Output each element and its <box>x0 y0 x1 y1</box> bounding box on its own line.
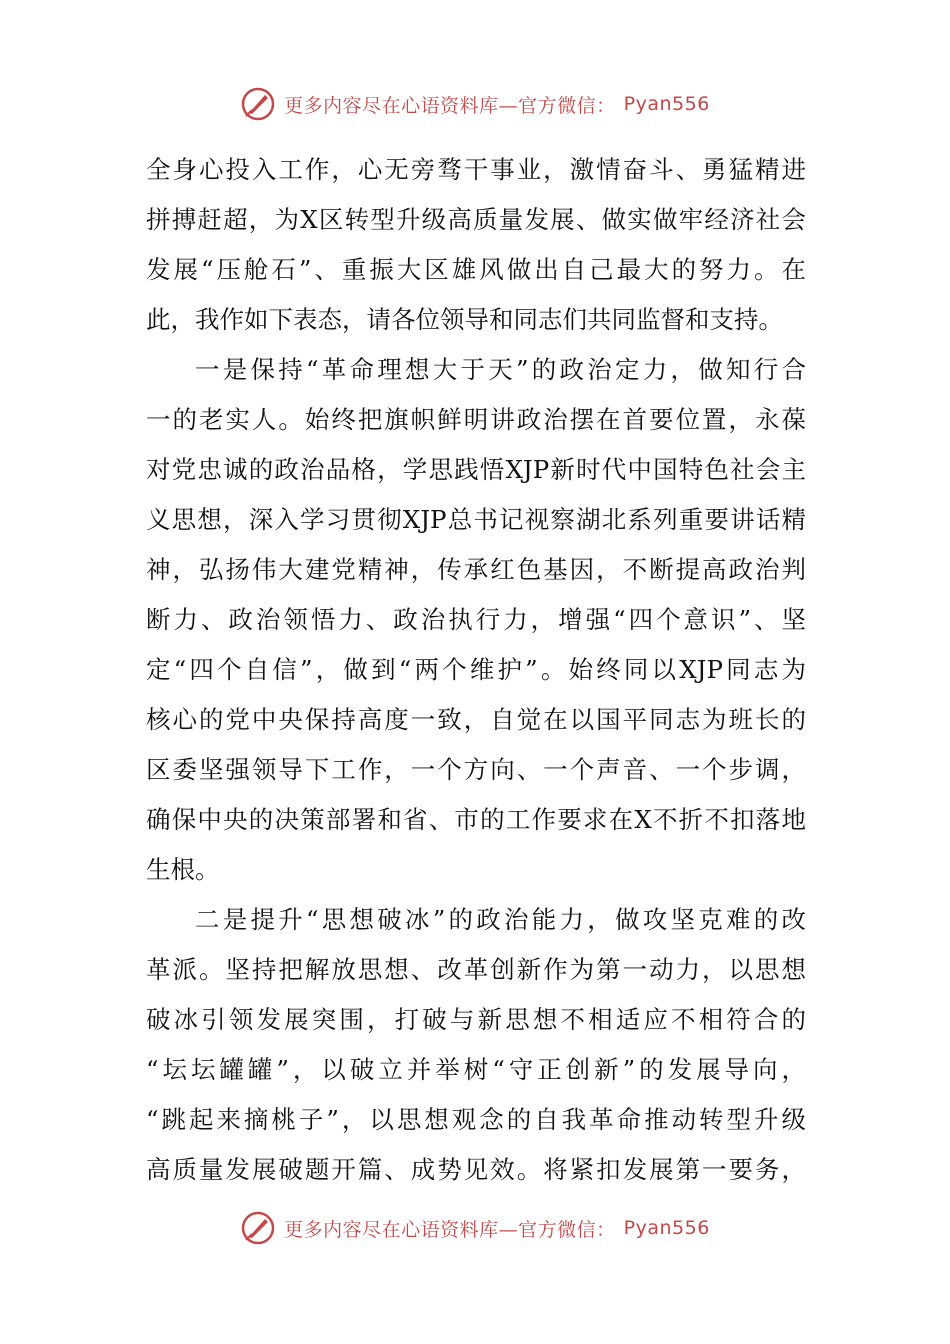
footer-watermark <box>0 1210 950 1246</box>
text-line: 一是保持“革命理想大于天”的政治定力，做知行合 <box>195 355 806 384</box>
text-line: 二是提升“思想破冰”的政治能力，做攻坚克难的改 <box>195 905 806 934</box>
text-line: 断力、政治领悟力、政治执行力，增强“四个意识”、坚 <box>146 605 806 634</box>
watermark-text: 更多内容尽在心语资料库—官方微信： <box>284 1218 616 1241</box>
text-line: “坛坛罐罐”，以破立并举树“守正创新”的发展导向， <box>146 1055 806 1084</box>
header-watermark <box>0 86 950 122</box>
watermark-text: 更多内容尽在心语资料库—官方微信： <box>284 94 616 117</box>
text-line: “跳起来摘桃子”，以思想观念的自我革命推动转型升级 <box>146 1105 806 1134</box>
text-line: 拼搏赶超，为X区转型升级高质量发展、做实做牢经济社会 <box>146 205 806 234</box>
text-line: 生根。 <box>146 855 220 884</box>
text-line: 此，我作如下表态，请各位领导和同志们共同监督和支持。 <box>146 305 783 334</box>
text-line: 神，弘扬伟大建党精神，传承红色基因，不断提高政治判 <box>146 555 806 584</box>
text-line: 破冰引领发展突围，打破与新思想不相适应不相符合的 <box>146 1005 806 1034</box>
quill-logo-icon <box>240 1210 276 1246</box>
text-line: 全身心投入工作，心无旁骛干事业，激情奋斗、勇猛精进 <box>146 155 806 184</box>
text-line: 高质量发展破题开篇、成势见效。将紧扣发展第一要务， <box>146 1155 806 1184</box>
text-line: 定“四个自信”，做到“两个维护”。始终同以XJP同志为 <box>146 655 806 684</box>
watermark-wechat-id: Pyan556 <box>623 1217 710 1239</box>
text-line: 区委坚强领导下工作，一个方向、一个声音、一个步调， <box>146 755 806 784</box>
document-body <box>146 150 806 1200</box>
text-line: 义思想，深入学习贯彻XJP总书记视察湖北系列重要讲话精 <box>146 505 806 534</box>
text-line: 发展“压舱石”、重振大区雄风做出自己最大的努力。在 <box>146 255 806 284</box>
text-line: 革派。坚持把解放思想、改革创新作为第一动力，以思想 <box>146 955 806 984</box>
text-line: 确保中央的决策部署和省、市的工作要求在X不折不扣落地 <box>146 805 806 834</box>
quill-logo-icon <box>240 86 276 122</box>
text-line: 对党忠诚的政治品格，学思践悟XJP新时代中国特色社会主 <box>146 455 806 484</box>
text-line: 核心的党中央保持高度一致，自觉在以国平同志为班长的 <box>146 705 806 734</box>
text-line: 一的老实人。始终把旗帜鲜明讲政治摆在首要位置，永葆 <box>146 405 806 434</box>
watermark-wechat-id: Pyan556 <box>623 93 710 115</box>
